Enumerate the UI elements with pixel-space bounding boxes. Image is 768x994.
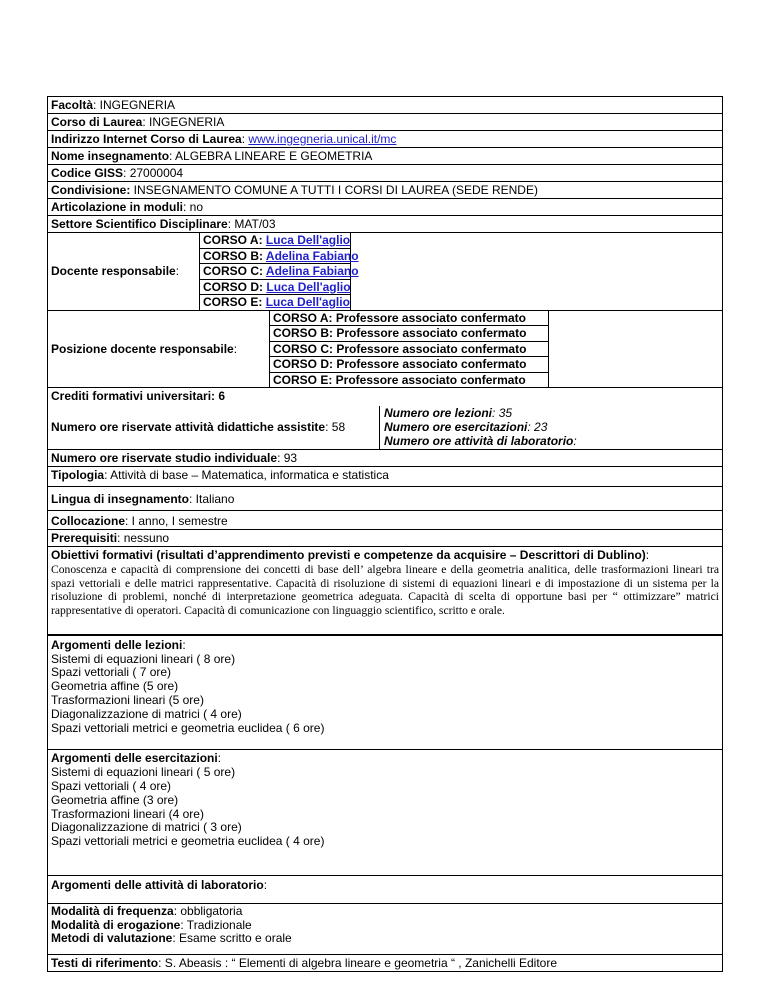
studio-value: : 93 [277, 451, 298, 465]
esercitazioni-item: Trasformazioni lineari (4 ore) [51, 806, 204, 821]
frequenza-line [51, 905, 719, 919]
articolazione-label: Articolazione in moduli [51, 200, 184, 214]
ore-esercitazioni [384, 420, 577, 434]
frequenza-label: Modalità di frequenza [51, 903, 174, 918]
row-codice-giss [48, 165, 722, 182]
teacher-link[interactable]: Adelina Fabiano [265, 248, 359, 263]
row-tipologia [48, 467, 722, 487]
testi-value: : S. Abeasis : “ Elementi di algebra lineare e geometria “ , Zanichelli Editore [158, 956, 558, 971]
ore-right [379, 406, 577, 449]
teacher-link[interactable]: Luca Dell'aglio [265, 233, 351, 247]
lingua-value: : Italiano [189, 492, 235, 506]
posizione-label-cell [48, 311, 269, 388]
valutazione-value: : Esame scritto e orale [172, 931, 292, 946]
row-indirizzo [48, 131, 722, 148]
indirizzo-label: Indirizzo Internet Corso di Laurea [51, 132, 242, 146]
ore-laboratorio [384, 434, 577, 448]
row-nome-insegnamento [48, 148, 722, 165]
laboratorio-label: Argomenti delle attività di laboratorio [51, 877, 264, 892]
modalita-block [48, 904, 722, 955]
lezioni-label: Argomenti delle lezioni [51, 637, 183, 652]
esercitazioni-item: Sistemi di equazioni lineari ( 5 ore) [51, 765, 236, 780]
course-label: CORSO A [203, 233, 259, 247]
website-link[interactable]: www.ingegneria.unical.it/mc [248, 132, 397, 146]
testi-label: Testi di riferimento [51, 956, 159, 971]
nome-label: Nome insegnamento [51, 149, 170, 163]
docente-course-b [200, 248, 359, 265]
valutazione-label: Metodi di valutazione [51, 931, 173, 946]
esercitazioni-item: Diagonalizzazione di matrici ( 3 ore) [51, 820, 242, 835]
lezioni-block [48, 636, 722, 751]
docente-course-a [200, 233, 350, 249]
studio-label: Numero ore riservate studio individuale [51, 451, 278, 465]
row-studio [48, 450, 722, 467]
laboratorio-block [48, 876, 722, 904]
row-condivisione [48, 182, 722, 199]
facolta-label: Facoltà [51, 98, 94, 112]
course-sep: : [259, 264, 266, 278]
articolazione-value: : no [183, 200, 204, 214]
row-facolta [48, 97, 722, 114]
lezioni-item: Spazi vettoriali metrici e geometria euclidea ( 6 ore) [51, 720, 325, 735]
nome-value: : ALGEBRA LINEARE E GEOMETRIA [169, 149, 373, 163]
esercitazioni-block [48, 750, 722, 876]
obiettivi-text: Conoscenza e capacità di comprensione dei concetti di base dell’ algebra lineare e della geometria analitica, delle trasformazioni lineari tra spazi vettoriali e delle matrici rappresentative. Capacità di risoluzione di sistemi di equazioni lineari e di impostazione di un sistema per la risoluzione di problemi, nonché di interpretazione geometrica adeguata. Capacità di scelta di opportune basi per “ ottimizzare” matrici rappresentative di operatori. Capacità di comunicazione con linguaggio scientifico, scritto e orale. [51, 563, 719, 618]
condivisione-value: INSEGNAMENTO COMUNE A TUTTI I CORSI DI LAUREA (SEDE RENDE) [130, 183, 538, 197]
ore-laboratorio-value: : [573, 434, 577, 448]
docente-course-d [200, 280, 350, 296]
docente-course-e [200, 295, 350, 310]
valutazione-line [51, 932, 719, 946]
esercitazioni-colon: : [217, 751, 222, 766]
docente-label-cell [48, 233, 199, 310]
erogazione-value: : Tradizionale [180, 917, 252, 932]
lezioni-item: Spazi vettoriali ( 7 ore) [51, 665, 172, 680]
docente-spacer [351, 233, 722, 310]
row-prerequisiti [48, 530, 722, 547]
course-syllabus-table [47, 96, 723, 972]
docente-label: Docente responsabile [51, 264, 176, 279]
ore-esercitazioni-label: Numero ore esercitazioni [384, 420, 528, 434]
settore-label: Settore Scientifico Disciplinare [51, 217, 228, 231]
tipologia-value: : Attività di base – Matematica, informatica e statistica [104, 468, 389, 482]
lingua-label: Lingua di insegnamento [51, 492, 190, 506]
ore-esercitazioni-value: : 23 [527, 420, 548, 434]
course-label: CORSO C [203, 264, 260, 278]
posizione-label: Posizione docente responsabile [51, 341, 234, 356]
posizione-item: CORSO E: Professore associato confermato [273, 372, 526, 387]
lezioni-item: Geometria affine (5 ore) [51, 679, 179, 694]
obiettivi-label: Obiettivi formativi (risultati d’apprendimento previsti e competenze da acquisire – Descrittori di Dublino) [51, 548, 646, 562]
posizione-item: CORSO A: Professore associato confermato [270, 311, 548, 327]
course-sep: : [258, 233, 266, 247]
posizione-item: CORSO C: Professore associato confermato [270, 342, 548, 358]
posizione-item: CORSO B: Professore associato confermato [270, 326, 548, 342]
ore-block [48, 404, 722, 450]
row-crediti [48, 388, 722, 404]
course-sep: : [259, 279, 267, 294]
row-articolazione [48, 199, 722, 216]
codice-label: Codice GISS [51, 166, 124, 180]
prerequisiti-value: : nessuno [117, 531, 170, 545]
esercitazioni-label: Argomenti delle esercitazioni [51, 751, 218, 766]
facolta-value: : INGEGNERIA [93, 98, 176, 112]
esercitazioni-heading [51, 752, 719, 766]
indirizzo-sep: : [241, 132, 249, 146]
esercitazioni-item: Spazi vettoriali ( 4 ore) [51, 778, 172, 793]
posizione-item: CORSO D: Professore associato confermato [270, 357, 548, 373]
tipologia-label: Tipologia [51, 468, 105, 482]
prerequisiti-label: Prerequisiti [51, 531, 118, 545]
obiettivi-colon: : [645, 548, 650, 562]
lezioni-colon: : [182, 637, 186, 652]
lezioni-item: Diagonalizzazione di matrici ( 4 ore) [51, 706, 242, 721]
lezioni-item: Trasformazioni lineari (5 ore) [51, 693, 204, 707]
docente-block [48, 233, 722, 311]
codice-value: : 27000004 [123, 166, 184, 180]
corso-value: : INGEGNERIA [142, 115, 225, 129]
esercitazioni-item: Spazi vettoriali metrici e geometria euclidea ( 4 ore) [51, 834, 325, 849]
teacher-link[interactable]: Luca Dell'aglio [266, 279, 351, 294]
obiettivi-block [48, 547, 722, 636]
course-sep: : [258, 295, 266, 309]
row-collocazione [48, 511, 722, 530]
ore-lezioni-label: Numero ore lezioni [384, 406, 493, 420]
obiettivi-heading [48, 547, 722, 563]
course-label: CORSO E [203, 295, 259, 309]
row-testi [48, 955, 722, 971]
lezioni-heading [51, 639, 719, 653]
row-corso-di-laurea [48, 114, 722, 131]
teacher-link[interactable]: Adelina Fabiano [265, 264, 359, 278]
posizione-colon: : [233, 341, 238, 356]
docente-course-c [200, 264, 359, 280]
docente-colon: : [175, 264, 180, 279]
ore-assistite-value: : 58 [325, 419, 346, 434]
settore-value: : MAT/03 [227, 217, 276, 231]
lezioni-item: Sistemi di equazioni lineari ( 8 ore) [51, 651, 236, 666]
frequenza-value: : obbligatoria [173, 903, 243, 918]
erogazione-label: Modalità di erogazione [51, 917, 181, 932]
ore-laboratorio-label: Numero ore attività di laboratorio [384, 434, 574, 448]
ore-lezioni [384, 406, 577, 420]
course-sep: : [259, 248, 266, 263]
corso-label: Corso di Laurea [51, 115, 143, 129]
row-lingua [48, 487, 722, 511]
ore-assistite-label: Numero ore riservate attività didattiche assistite [51, 419, 326, 434]
posizione-spacer [549, 311, 722, 388]
course-label: CORSO B [203, 248, 260, 263]
teacher-link[interactable]: Luca Dell'aglio [265, 295, 350, 309]
row-settore [48, 216, 722, 233]
collocazione-label: Collocazione [51, 514, 126, 528]
esercitazioni-item: Geometria affine (3 ore) [51, 792, 179, 807]
posizione-block [48, 311, 722, 389]
docente-courses [199, 233, 359, 310]
ore-left [48, 404, 379, 449]
ore-lezioni-value: : 35 [492, 406, 513, 420]
crediti-label: Crediti formativi universitari: 6 [51, 389, 226, 403]
posizione-list [269, 311, 549, 388]
collocazione-value: : I anno, I semestre [125, 514, 228, 528]
condivisione-label: Condivisione: [51, 183, 131, 197]
course-label: CORSO D [203, 279, 260, 294]
erogazione-line [51, 919, 719, 933]
laboratorio-colon: : [263, 877, 268, 892]
